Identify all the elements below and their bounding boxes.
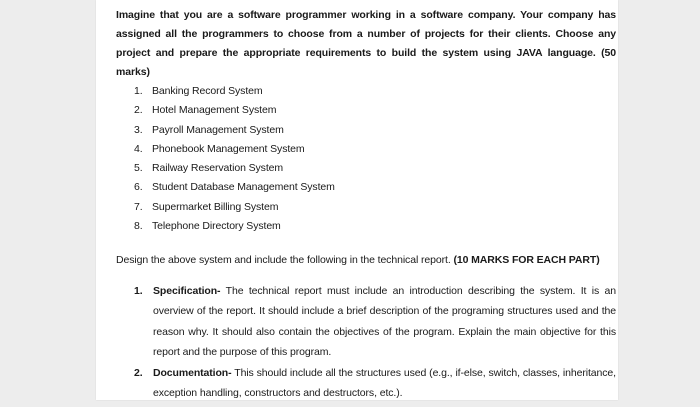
project-list (116, 82, 616, 236)
intro-paragraph: Imagine that you are a software programmer working in a software company. Your company has assigned all the programmers to choose from a number of projects for their clients. Choose any project and prepare the appropriate requirements to build the system using JAVA language. (50 marks) (116, 9, 616, 78)
list-item: 2. Hotel Management System (134, 104, 277, 117)
document-body (116, 6, 616, 404)
list-item: 1. Banking Record System (134, 85, 263, 97)
design-instructions: Design the above system and include the following in the technical report. (10 MARKS FOR EACH PART) (116, 254, 600, 267)
list-item: 7. Supermarket Billing System (134, 200, 279, 213)
report-parts-list (116, 281, 616, 404)
document-page (96, 0, 618, 400)
report-part-specification: 1. Specification- The technical report must include an introduction describing the system. It is an overview of the report. It should include a brief description of the programing structures used and the reason why. It should also contain the objectives of the program. Explain the main objective for this report and the purpose of this program. (134, 284, 616, 359)
list-item: 8. Telephone Directory System (134, 220, 281, 233)
list-item: 3. Payroll Management System (134, 123, 284, 136)
report-part-documentation: 2. Documentation- This should include all the structures used (e.g., if-else, switch, classes, inheritance, exception handling, constructors and destructors, etc.). (134, 366, 616, 400)
list-item: 5. Railway Reservation System (134, 162, 284, 175)
list-item: 6. Student Database Management System (134, 181, 335, 194)
list-item: 4. Phonebook Management System (134, 142, 305, 155)
marks-note: (10 MARKS FOR EACH PART) (453, 254, 600, 267)
